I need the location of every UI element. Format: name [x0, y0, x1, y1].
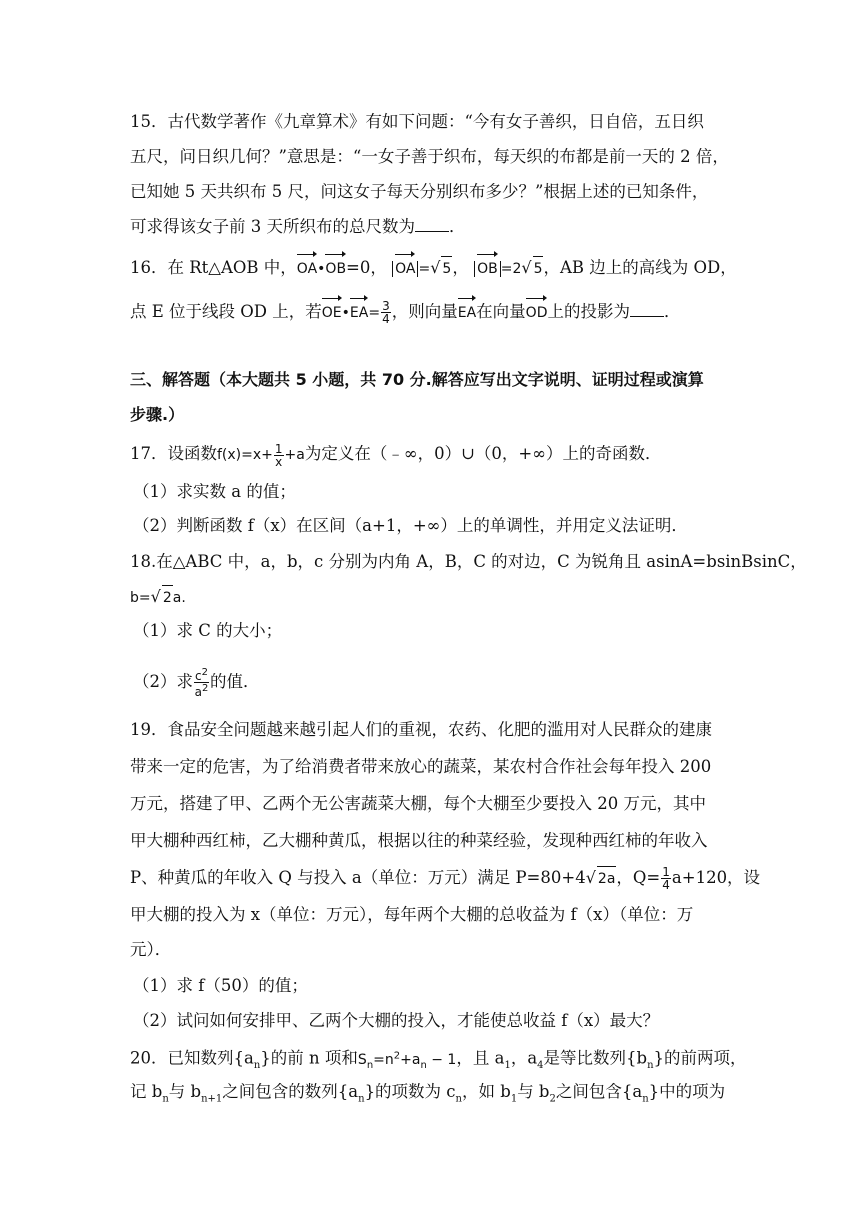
q19-line-5: P、种黄瓜的年收入 Q 与投入 a（单位：万元）满足 P=80+4√ 2a，Q= $\frac{1}{4}$ a+120，设: [130, 865, 761, 892]
q15-line-2: 五尺，问日织几何？”意思是：“一女子善于织布，每天织的布都是前一天的 2 倍，: [130, 147, 729, 166]
abs-oa: OA: [392, 261, 418, 277]
q19-line-3: 万元，搭建了甲、乙两个无公害蔬菜大棚，每个大棚至少要投入 20 万元，其中: [130, 794, 706, 813]
q18-part-1: （1）求 C 的大小；: [133, 621, 283, 640]
fraction-1-4: $\frac{1}{4}$: [662, 865, 670, 892]
fraction-3-4: $\frac{3}{4}$: [382, 299, 390, 326]
q19-line-4: 甲大棚种西红柿，乙大棚种黄瓜，根据以往的种菜经验，发现种西红柿的年收入: [130, 831, 708, 850]
sqrt-5: √ 5: [521, 261, 543, 277]
q20-line-1: 20．已知数列$\{a_n\}$的前 n 项和$S_n=n^2+a_n - 1$，且 $a_1$，$a_4$是等比数列$\{b_n\}$的前两项，: [130, 1048, 747, 1071]
section-heading-line-1: 三、解答题（本大题共 5 小题，共 70 分.解答应写出文字说明、证明过程或演算: [130, 370, 704, 389]
sqrt-2: √ 2: [151, 590, 173, 606]
vector-od: OD: [526, 297, 548, 325]
function-definition: f(x)=x+ $\frac{1}{x}$ +a: [217, 441, 305, 469]
sqrt-2a: √ 2a: [586, 871, 617, 887]
q15-line-4: 可求得该女子前 3 天所织布的总尺数为 ．: [130, 217, 466, 236]
q17-part-2: （2）判断函数 f（x）在区间（a+1，+∞）上的单调性，并用定义法证明．: [133, 516, 688, 535]
dot-product-expression: OA•OB: [297, 261, 346, 277]
fraction-1-x: $\frac{1}{x}$: [274, 441, 283, 469]
vector-ea: EA: [458, 297, 476, 325]
vector-ea: EA: [350, 297, 368, 325]
q15-text: 可求得该女子前 3 天所织布的总尺数为: [130, 217, 415, 236]
q18-line-1: 18.在△ABC 中，a，b，c 分别为内角 A，B，C 的对边，C 为锐角且 asinA=bsinBsinC，: [130, 552, 807, 571]
q19-line-1: 19．食品安全问题越来越引起人们的重视，农药、化肥的滥用对人民群众的建康: [130, 720, 712, 739]
dot-product-oe-ea: OE•EA=: [322, 305, 380, 321]
fraction-c2-a2: $\frac{c^2}{a^2}$: [194, 667, 209, 699]
sqrt-5: √ 5: [430, 261, 452, 277]
sum-formula: $S_n=n^2+a_n - 1$: [357, 1050, 457, 1071]
q17-part-1: （1）求实数 a 的值；: [133, 482, 296, 501]
q18-line-2: b=√ 2a.: [130, 585, 186, 610]
q16-line-1: 16．在 Rt△AOB 中，OA•OB=0， OA =√ 5， OB =2√ 5，AB 边上的高线为 OD，: [130, 253, 737, 281]
vector-ob: OB: [325, 253, 346, 281]
vector-oa: OA: [297, 253, 317, 281]
q19-part-2: （2）试问如何安排甲、乙两个大棚的投入，才能使总收益 f（x）最大？: [133, 1011, 660, 1030]
q19-line-2: 带来一定的危害，为了给消费者带来放心的蔬菜，某农村合作社会每年投入 200: [130, 757, 712, 776]
vector-oe: OE: [322, 297, 342, 325]
q19-part-1: （1）求 f（50）的值；: [133, 976, 308, 995]
abs-ob: OB: [474, 261, 501, 277]
q19-line-6: 甲大棚的投入为 x（单位：万元），每年两个大棚的总收益为 f（x）（单位：万: [130, 905, 694, 924]
answer-blank: [415, 217, 449, 232]
q18-part-2: （2）求 $\frac{c^2}{a^2}$ 的值．: [133, 667, 260, 699]
answer-blank: [630, 302, 664, 317]
q17-line-1: 17．设函数f(x)=x+ $\frac{1}{x}$ +a为定义在（﹣∞，0）∪（0，+∞）上的奇函数．: [130, 441, 662, 469]
q15-line-1: 15．古代数学著作《九章算术》有如下问题：“今有女子善织，日自倍，五日织: [130, 112, 704, 131]
q16-line-2: 点 E 位于线段 OD 上，若OE•EA= $\frac{3}{4}$ ，则向量EA在向量OD上的投影为 ．: [130, 299, 681, 326]
section-heading-line-2: 步骤.）: [130, 405, 185, 424]
q19-line-7: 元）．: [130, 940, 172, 959]
q15-line-3: 已知她 5 天共织布 5 尺，问这女子每天分别织布多少？”根据上述的已知条件，: [130, 182, 709, 201]
q20-line-2: 记 $b_n$与 $b_{n+1}$之间包含的数列$\{a_n\}$的项数为 $c_n$，如 $b_1$与 $b_2$之间包含$\{a_n\}$中的项为: [130, 1082, 726, 1105]
